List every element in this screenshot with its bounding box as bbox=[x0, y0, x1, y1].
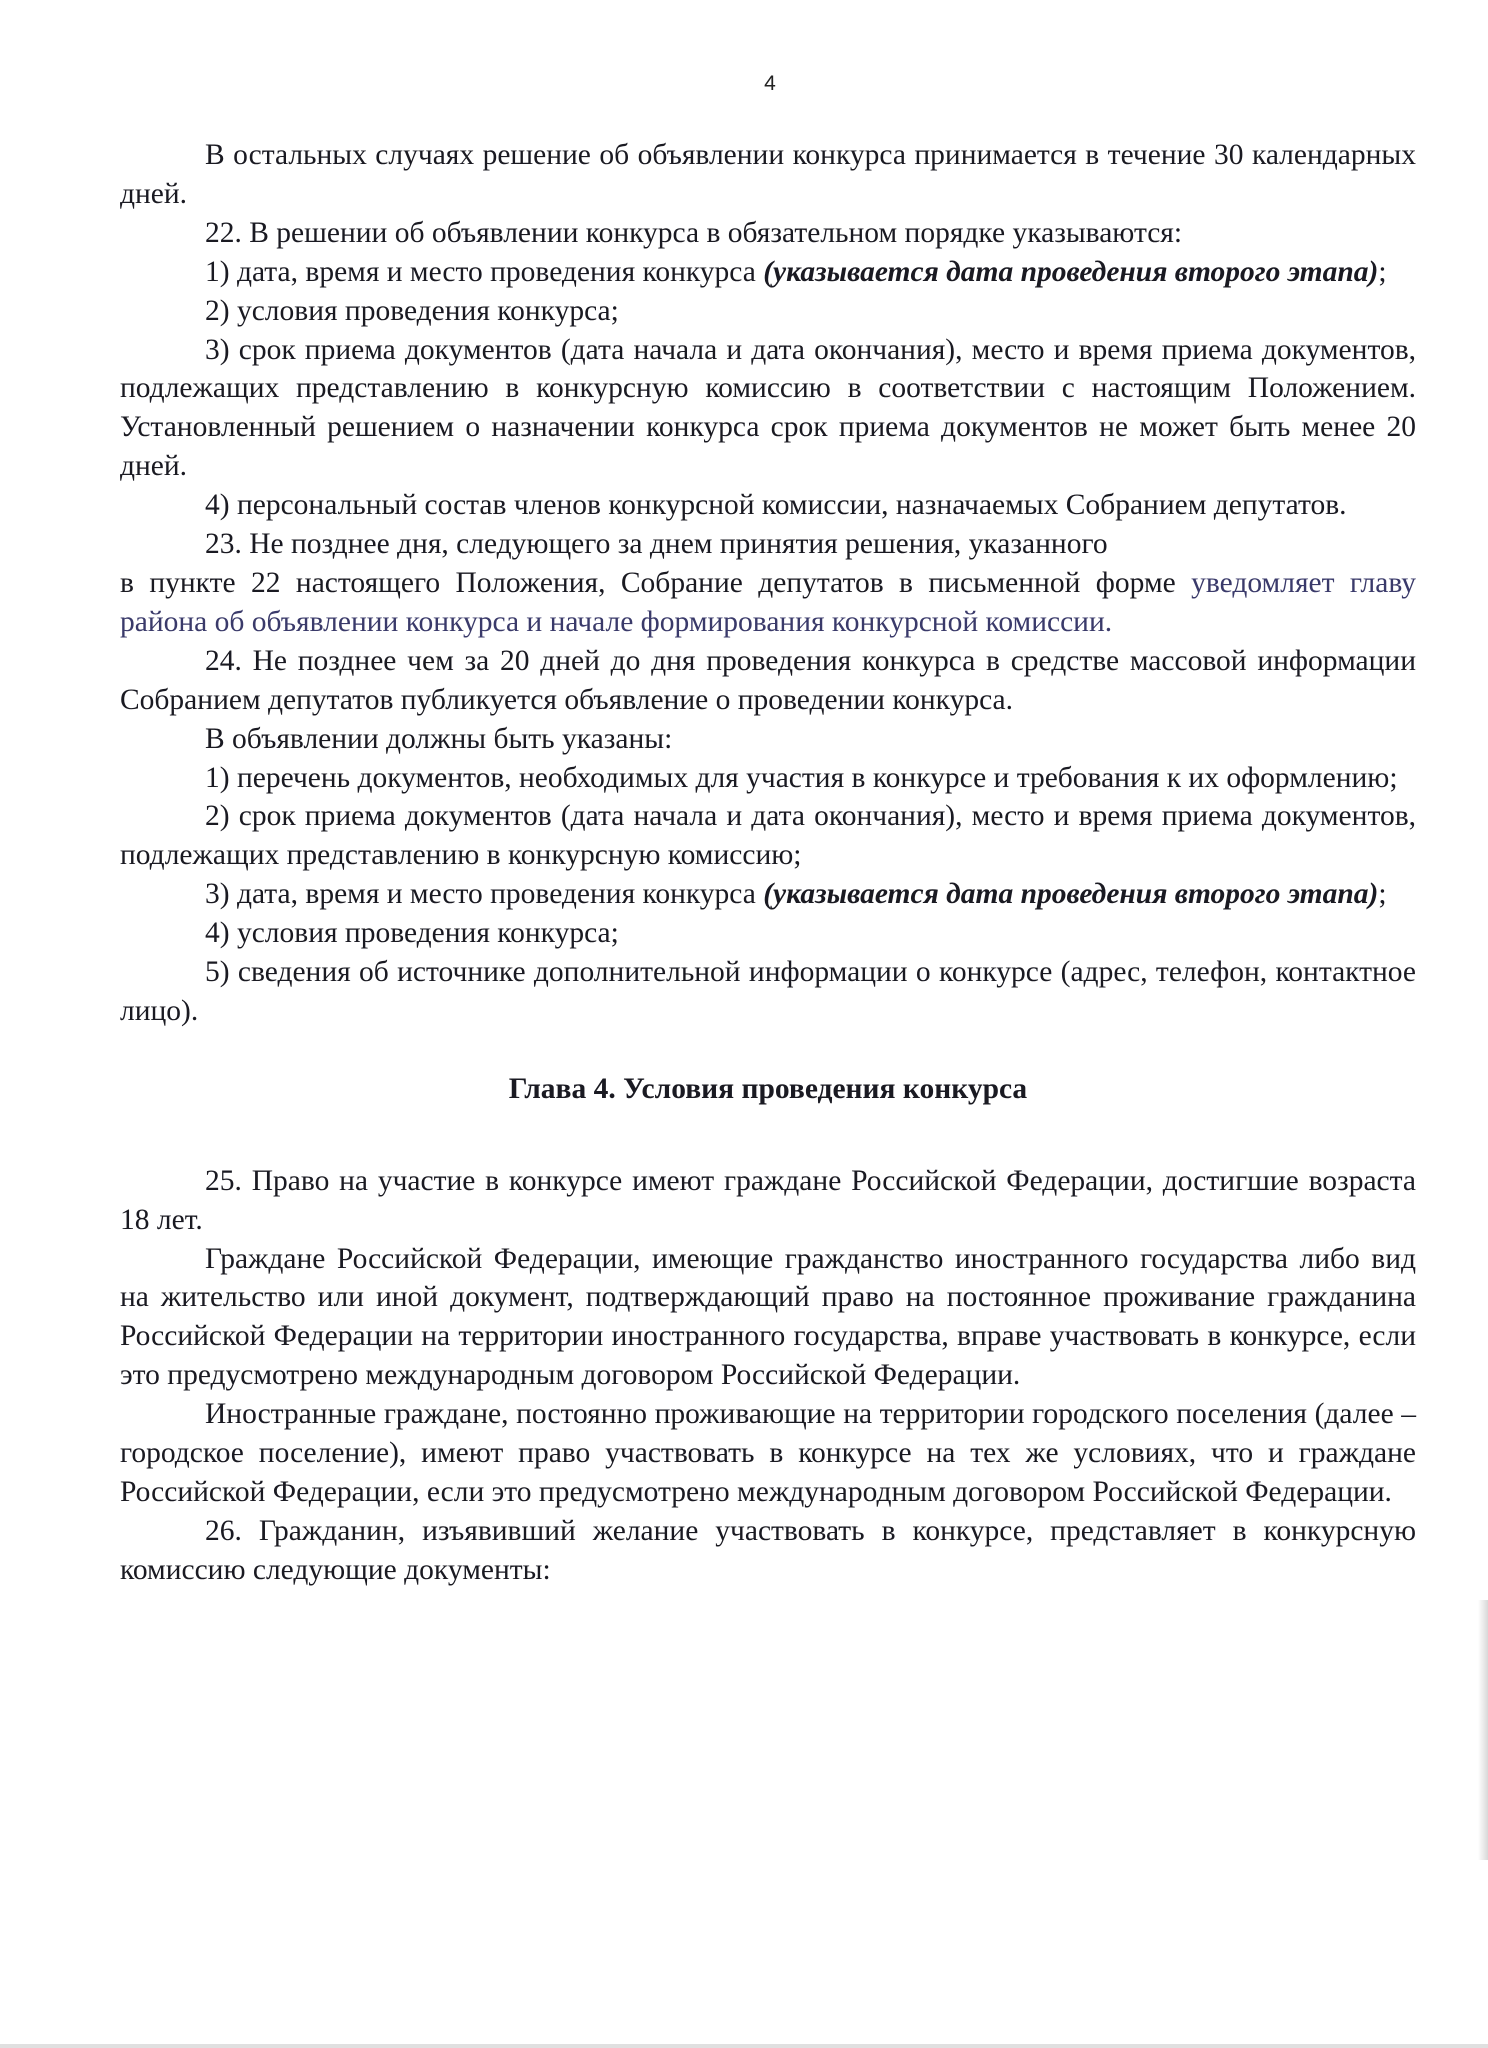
paragraph-announcement-item-3 bbox=[120, 875, 1416, 914]
paragraph-item-1 bbox=[120, 253, 1416, 292]
paragraph-point-25: 25. Право на участие в конкурсе имеют граждане Российской Федерации, достигшие возраста 18 лет. bbox=[120, 1164, 1416, 1236]
paragraph-point-26: 26. Гражданин, изъявивший желание участвовать в конкурсе, представляет в конкурсную комиссию следующие документы: bbox=[120, 1514, 1416, 1586]
point-23-text-faded: уведомляет главу района об объявлении конкурса и начале формирования конкурсной комиссии. bbox=[120, 566, 1416, 638]
item-text: 1) дата, время и место проведения конкурса bbox=[205, 255, 764, 288]
paragraph-point-22: 22. В решении об объявлении конкурса в обязательном порядке указываются: bbox=[205, 216, 1183, 249]
paragraph: В объявлении должны быть указаны: bbox=[205, 722, 673, 755]
page-number: 4 bbox=[764, 72, 776, 95]
point-23-text: в пункте 22 настоящего Положения, Собрание депутатов в письменной форме bbox=[120, 566, 1176, 599]
paragraph-item-2: 2) условия проведения конкурса; bbox=[205, 294, 619, 327]
paragraph-announcement-item-5: 5) сведения об источнике дополнительной информации о конкурсе (адрес, телефон, контактное лицо). bbox=[120, 956, 1416, 1027]
paragraph-announcement-item-2: 2) срок приема документов (дата начала и дата окончания), место и время приема документов, подлежащих представлению в конкурсную комиссию; bbox=[120, 800, 1416, 872]
paragraph-announcement-item-1: 1) перечень документов, необходимых для участия в конкурсе и требования к их оформлению; bbox=[205, 761, 1398, 794]
paragraph-item-3: 3) срок приема документов (дата начала и дата окончания), место и время приема документов, подлежащих представлению в конкурсную комиссию в соответствии с настоящим Положением. Установленный решением о назначении конкурса срок приема документов не может быть менее 20 дней. bbox=[120, 333, 1416, 483]
paragraph: Граждане Российской Федерации, имеющие гражданство иностранного государства либо вид на жительство или иной документ, подтверждающий право на постоянное проживание гражданина Российской Федерации на территории иностранного государства, вправе участвовать в конкурсе, если это предусмотрено международным договором Российской Федерации. bbox=[120, 1242, 1416, 1392]
chapter-heading: Глава 4. Условия проведения конкурса bbox=[508, 1072, 1028, 1105]
document-body bbox=[120, 136, 1416, 1590]
paragraph-point-24: 24. Не позднее чем за 20 дней до дня проведения конкурса в средстве массовой информации Собранием депутатов публикуется объявление о проведении конкурса. bbox=[120, 644, 1416, 716]
item-emphasis: (указывается дата проведения второго этапа) bbox=[763, 878, 1379, 911]
paragraph-point-23-line-1: 23. Не позднее дня, следующего за днем принятия решения, указанного bbox=[205, 528, 1108, 561]
scan-border bbox=[0, 2044, 1488, 2048]
item-punctuation: ; bbox=[1378, 878, 1387, 911]
paragraph-announcement-item-4: 4) условия проведения конкурса; bbox=[205, 917, 619, 950]
item-punctuation: ; bbox=[1378, 255, 1387, 288]
item-text: 3) дата, время и место проведения конкурса bbox=[205, 878, 764, 911]
scan-shadow bbox=[1478, 1600, 1488, 1860]
paragraph: Иностранные граждане, постоянно проживающие на территории городского поселения (далее – городское поселение), имеют право участвовать в конкурсе на тех же условиях, что и граждане Российской Федерации, если это предусмотрено международным договором Российской Федерации. bbox=[120, 1398, 1416, 1508]
item-emphasis: (указывается дата проведения второго этапа) bbox=[763, 255, 1379, 288]
paragraph-item-4: 4) персональный состав членов конкурсной комиссии, назначаемых Собранием депутатов. bbox=[205, 489, 1347, 522]
paragraph-point-23-continued bbox=[120, 564, 1416, 642]
paragraph: В остальных случаях решение об объявлении конкурса принимается в течение 30 календарных дней. bbox=[120, 139, 1416, 210]
